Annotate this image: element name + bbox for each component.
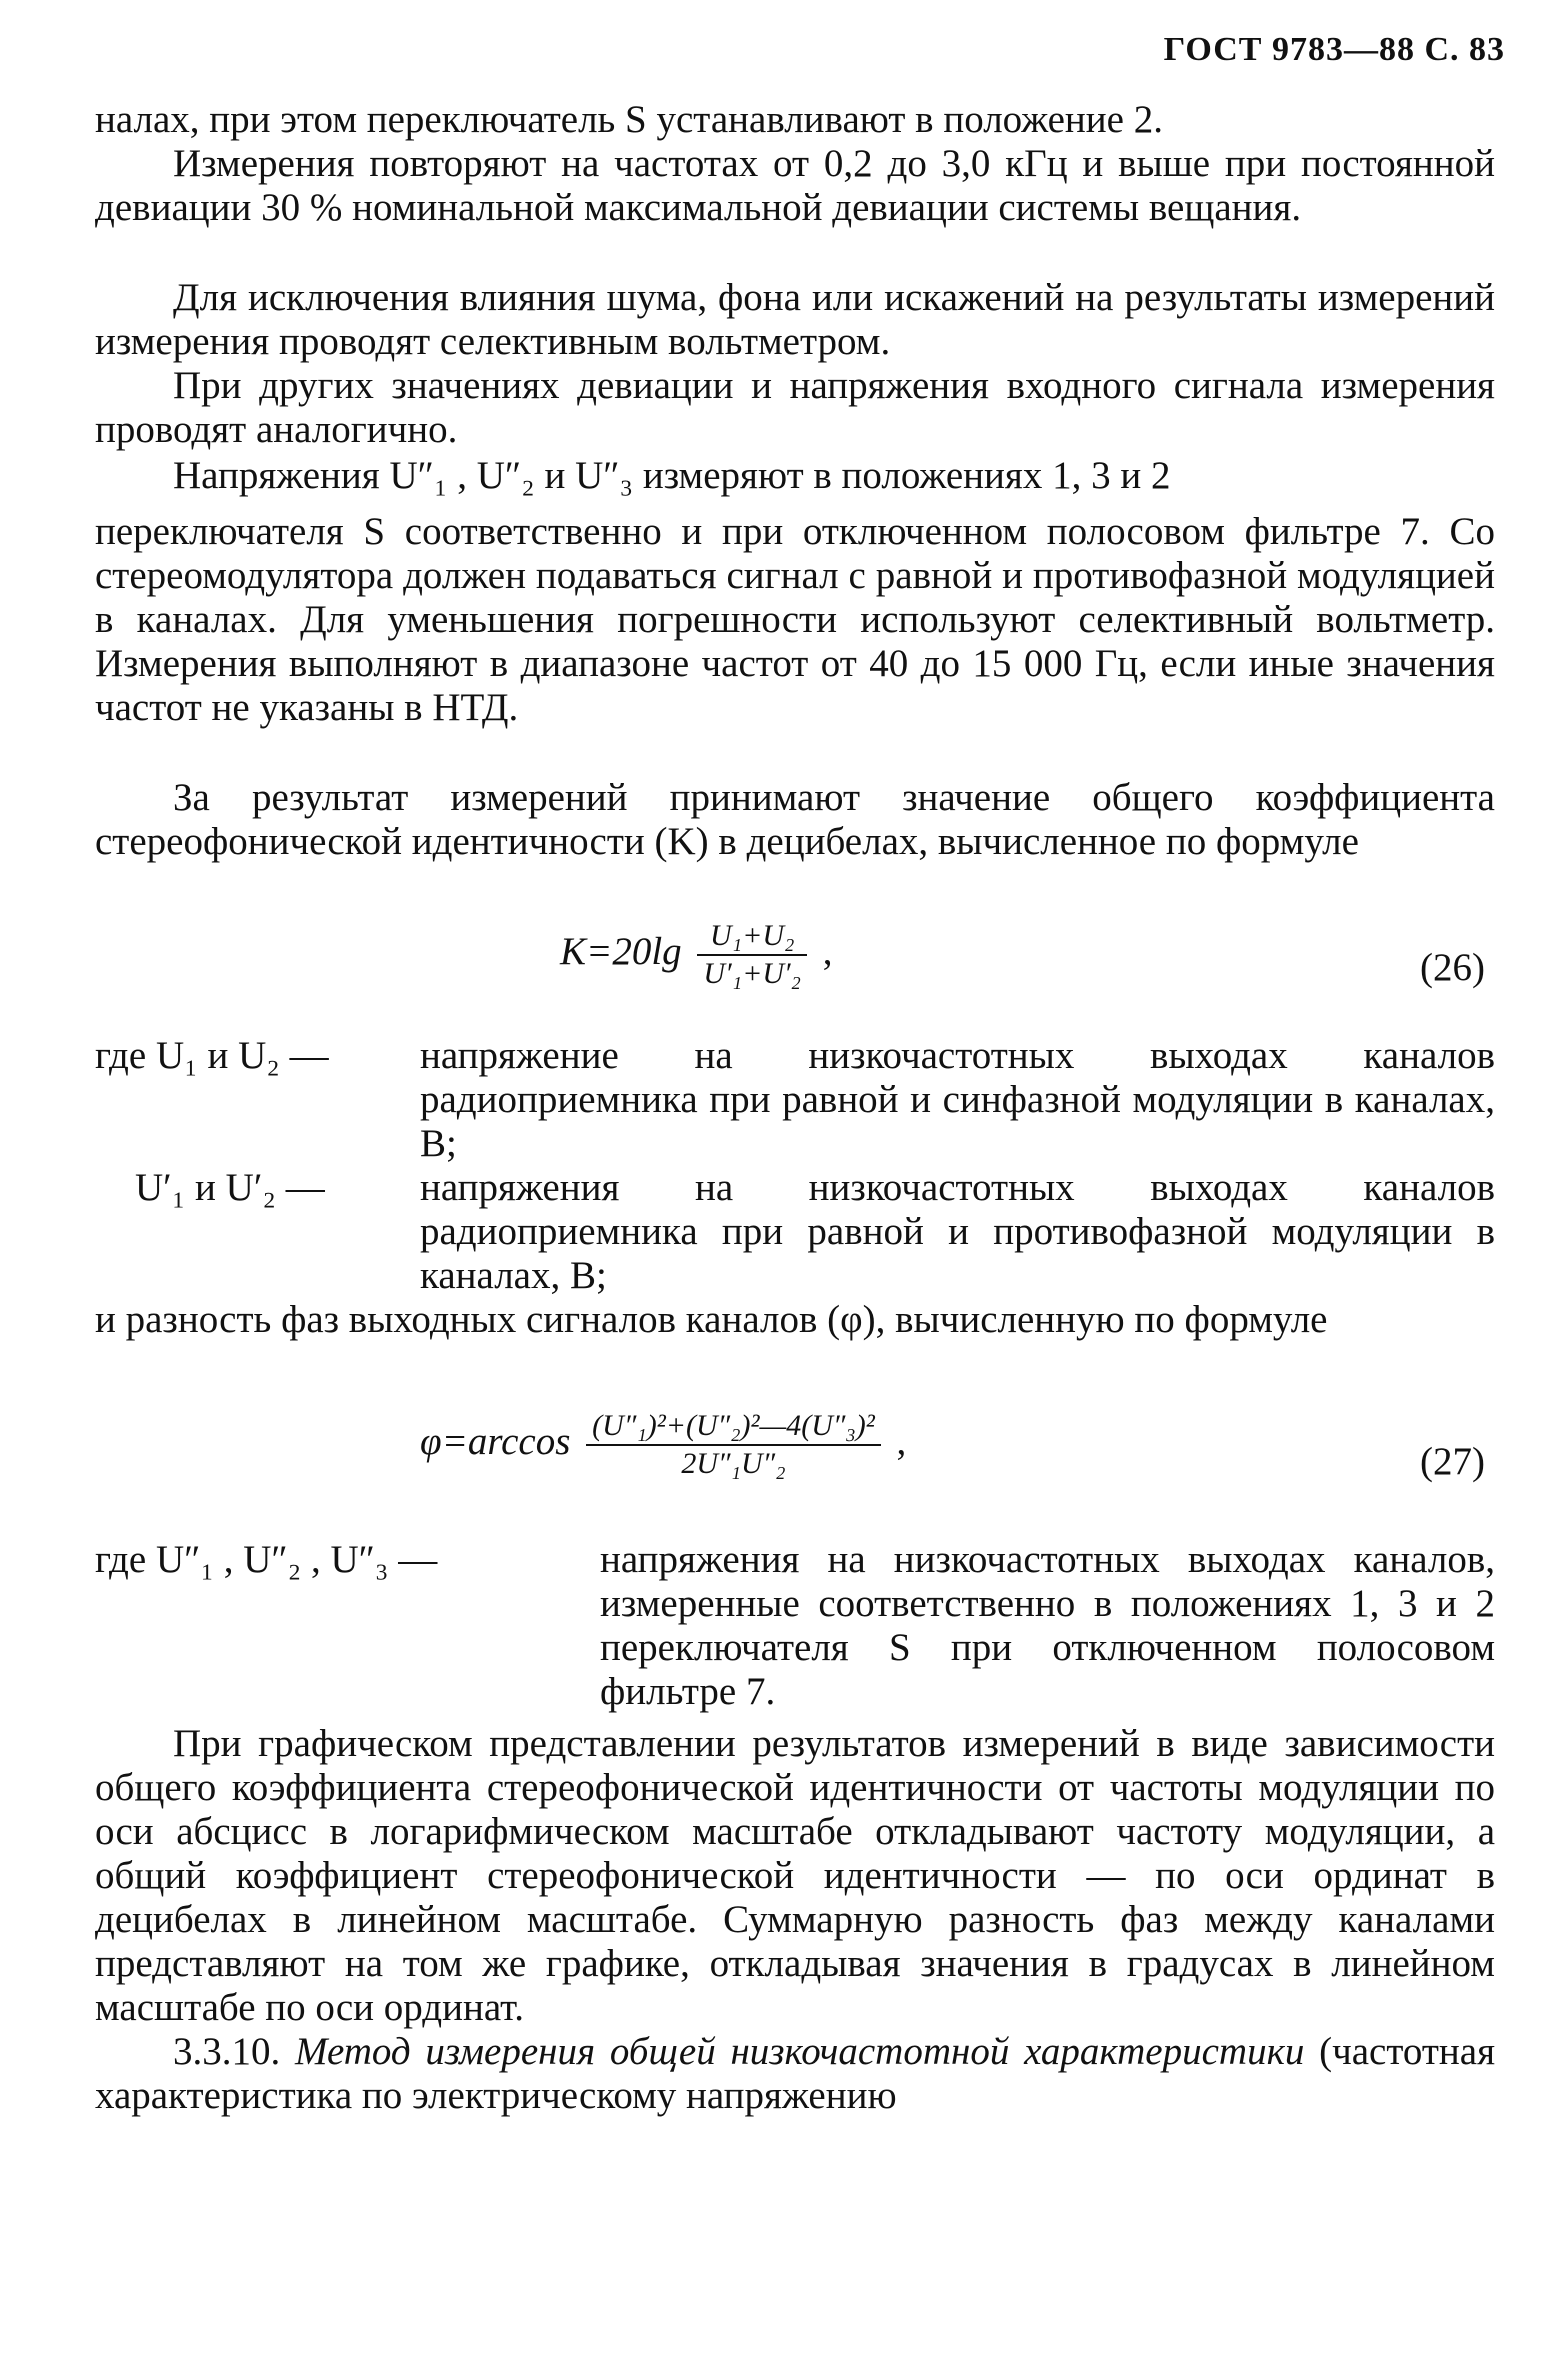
formula-26: [560, 918, 832, 992]
section-title: Метод измерения общей низкочастотной характеристики: [295, 2030, 1305, 2073]
paragraph-1: налах, при этом переключатель S устанавливают в положение 2.: [95, 98, 1163, 141]
formula-27-denominator: 2U″₁U″₂: [681, 1447, 786, 1480]
section-number: 3.3.10.: [173, 2030, 281, 2073]
where-1-label: где U₁ и U₂ —: [95, 1034, 329, 1077]
formula-27: [420, 1408, 906, 1482]
formula-26-fraction: [697, 918, 807, 992]
paragraph-8: При графическом представлении результатов измерений в виде зависимости общего коэффициента стереофонической идентичности от частоты модуляции по оси абсцисс в логарифмическом масштабе откладывают частоту модуляции, а общий коэффициент стереофонической идентичности — по оси ординат в децибелах в линейном масштабе. Суммарную разность фаз между каналами представляют на том же графике, откладывая значения в градусах в линейном масштабе по оси ординат.: [95, 1722, 1495, 2029]
where-3-label: где U″₁ , U″₂ , U″₃ —: [95, 1538, 438, 1581]
where-3-text: напряжения на низкочастотных выходах каналов, измеренные соответственно в положениях 1, 3 и 2 переключателя S при отключенном полосовом фильтре 7.: [600, 1538, 1495, 1713]
paragraph-4: При других значениях девиации и напряжения входного сигнала измерения проводят аналогично.: [95, 364, 1495, 451]
where-2-label: U′₁ и U′₂ —: [135, 1166, 325, 1209]
page-header: ГОСТ 9783—88 С. 83: [1163, 31, 1505, 68]
formula-26-denominator: U′₁+U′₂: [703, 957, 801, 990]
paragraph-5-first-line: Напряжения U″₁ , U″₂ и U″₃ измеряют в положениях 1, 3 и 2: [173, 454, 1171, 497]
section-rest: (частотная характеристика по электрическому напряжению: [95, 2030, 1496, 2117]
formula-27-lhs: φ=arccos: [420, 1419, 571, 1463]
where-2-text: напряжения на низкочастотных выходах каналов радиоприемника при равной и противофазной модуляции в каналах, В;: [420, 1166, 1495, 1297]
paragraph-6: За результат измерений принимают значение общего коэффициента стереофонической идентичности (K) в децибелах, вычисленное по формуле: [95, 776, 1495, 863]
formula-27-numerator: (U″₁)²+(U″₂)²—4(U″₃)²: [586, 1408, 881, 1446]
formula-27-fraction: [586, 1408, 881, 1482]
formula-26-tail: ,: [822, 929, 833, 973]
paragraph-7: и разность фаз выходных сигналов каналов (φ), вычисленную по формуле: [95, 1298, 1328, 1341]
equation-number-26: (26): [1420, 946, 1485, 989]
formula-26-numerator: U₁+U₂: [697, 918, 807, 956]
paragraph-2: Измерения повторяют на частотах от 0,2 до 3,0 кГц и выше при постоянной девиации 30 % номинальной максимальной девиации системы вещания.: [95, 142, 1495, 229]
paragraph-5-body: переключателя S соответственно и при отключенном полосовом фильтре 7. Со стереомодулятора должен подаваться сигнал с равной и противофазной модуляцией в каналах. Для уменьшения погрешности используют селективный вольтметр. Измерения выполняют в диапазоне частот от 40 до 15 000 Гц, если иные значения частот не указаны в НТД.: [95, 510, 1495, 729]
formula-26-lhs: K=20lg: [560, 929, 682, 973]
equation-number-27: (27): [1420, 1440, 1485, 1483]
paragraph-3: Для исключения влияния шума, фона или искажений на результаты измерений измерения проводят селективным вольтметром.: [95, 276, 1495, 363]
section-3-3-10: [95, 2030, 1495, 2118]
formula-27-tail: ,: [896, 1419, 907, 1463]
where-1-text: напряжение на низкочастотных выходах каналов радиоприемника при равной и синфазной модуляции в каналах, В;: [420, 1034, 1495, 1165]
